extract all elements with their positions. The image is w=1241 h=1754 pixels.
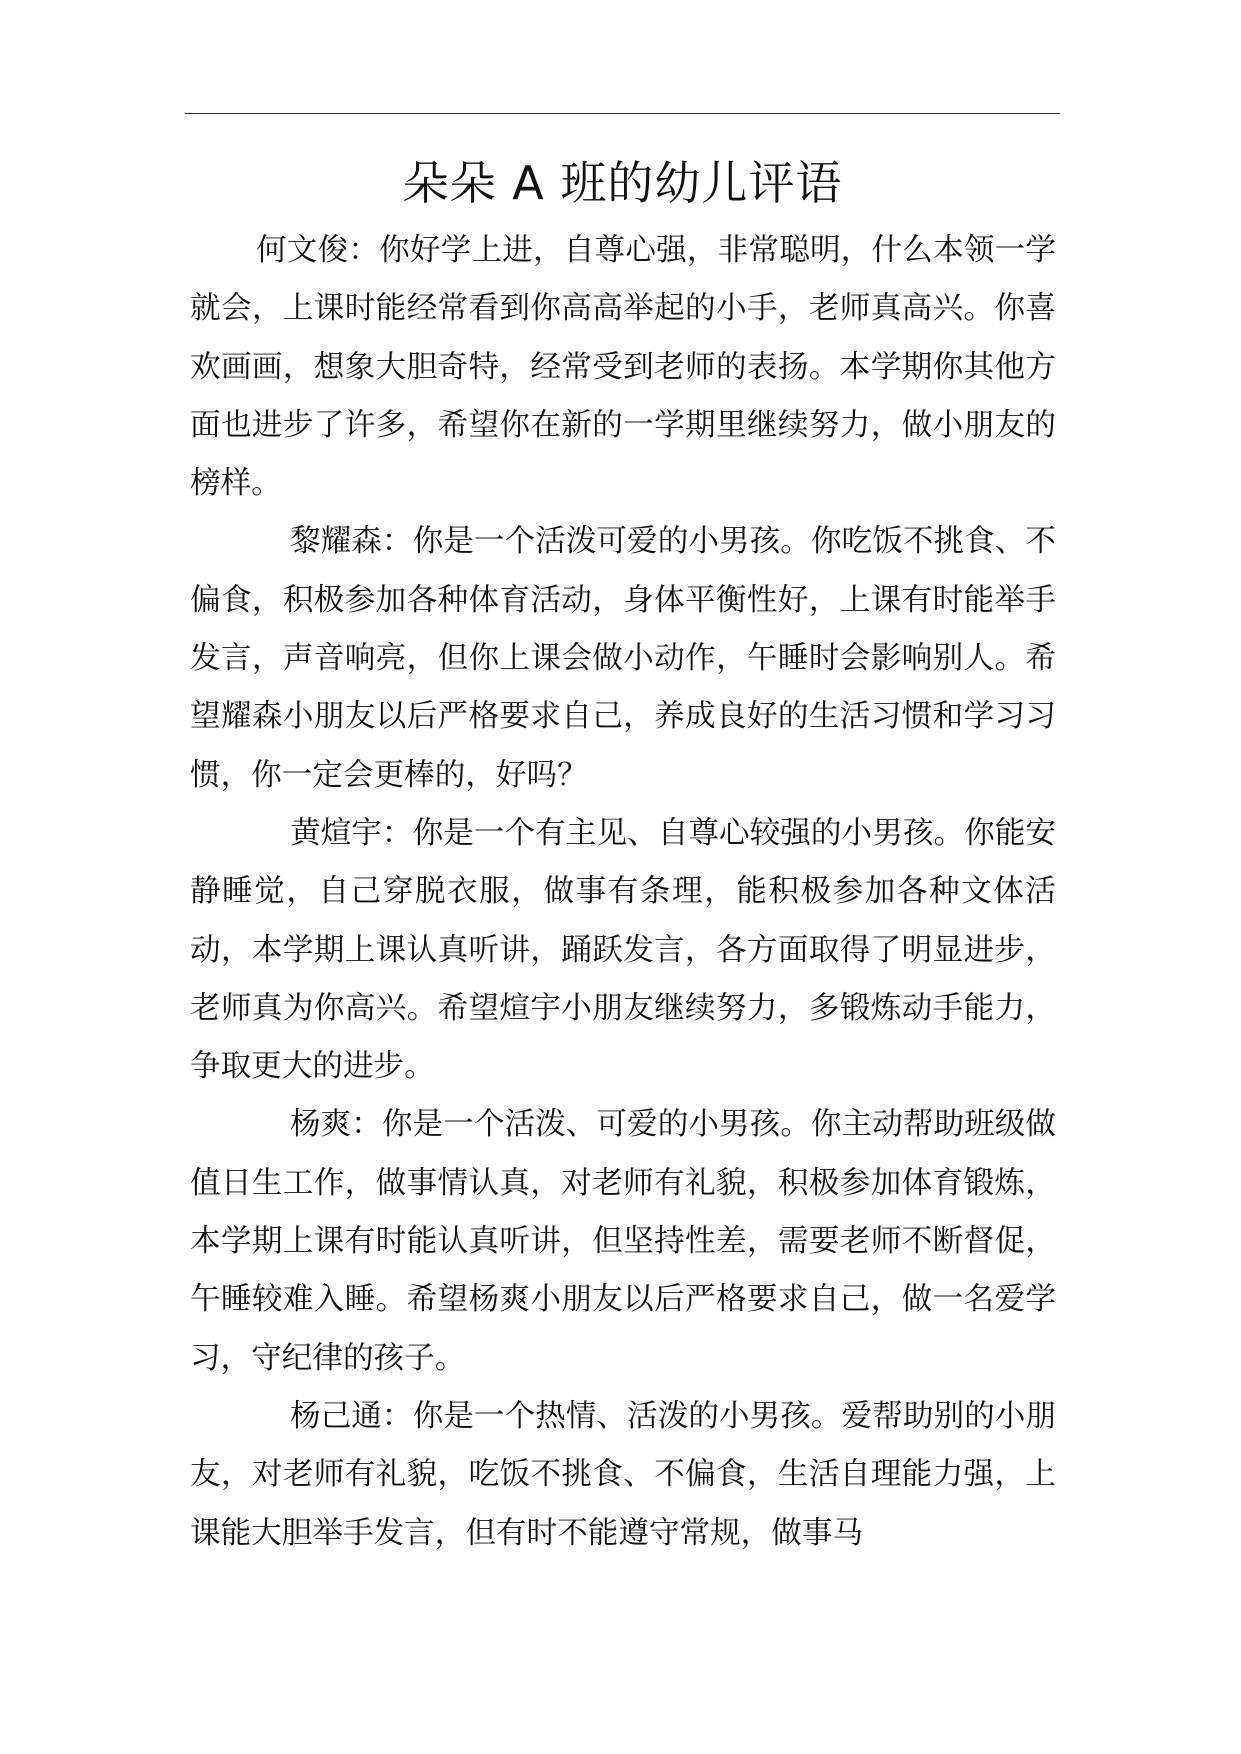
paragraph-3: 黄煊宇：你是一个有主见、自尊心较强的小男孩。你能安静睡觉，自己穿脱衣服，做事有条理，能积极参加各种文体活动，本学期上课认真听讲，踊跃发言，各方面取得了明显进步，老师真为你高兴。希望煊宇小朋友继续努力，多锻炼动手能力，争取更大的进步。 [190,815,1056,1085]
paragraph-2: 黎耀森：你是一个活泼可爱的小男孩。你吃饭不挑食、不偏食，积极参加各种体育活动，身体平衡性好，上课有时能举手发言，声音响亮，但你上课会做小动作，午睡时会影响别人。希望耀森小朋友以后严格要求自己，养成良好的生活习惯和学习习惯，你一定会更棒的，好吗？ [190,524,1056,793]
document-title: 朵朵 A 班的幼儿评语 [402,156,843,210]
paragraph-4: 杨爽：你是一个活泼、可爱的小男孩。你主动帮助班级做值日生工作，做事情认真，对老师有礼貌，积极参加体育锻炼，本学期上课有时能认真听讲，但坚持性差，需要老师不断督促，午睡较难入睡。希望杨爽小朋友以后严格要求自己，做一名爱学习，守纪律的孩子。 [190,1107,1056,1376]
header-rule [185,113,1060,114]
document-body [190,222,1056,1563]
paragraph-1: 何文俊：你好学上进，自尊心强，非常聪明，什么本领一学就会，上课时能经常看到你高高举起的小手，老师真高兴。你喜欢画画，想象大胆奇特，经常受到老师的表扬。本学期你其他方面也进步了许多，希望你在新的一学期里继续努力，做小朋友的榜样。 [190,233,1056,502]
paragraph-5: 杨己通：你是一个热情、活泼的小男孩。爱帮助别的小朋友，对老师有礼貌，吃饭不挑食、不偏食，生活自理能力强，上课能大胆举手发言，但有时不能遵守常规，做事马 [190,1398,1056,1551]
